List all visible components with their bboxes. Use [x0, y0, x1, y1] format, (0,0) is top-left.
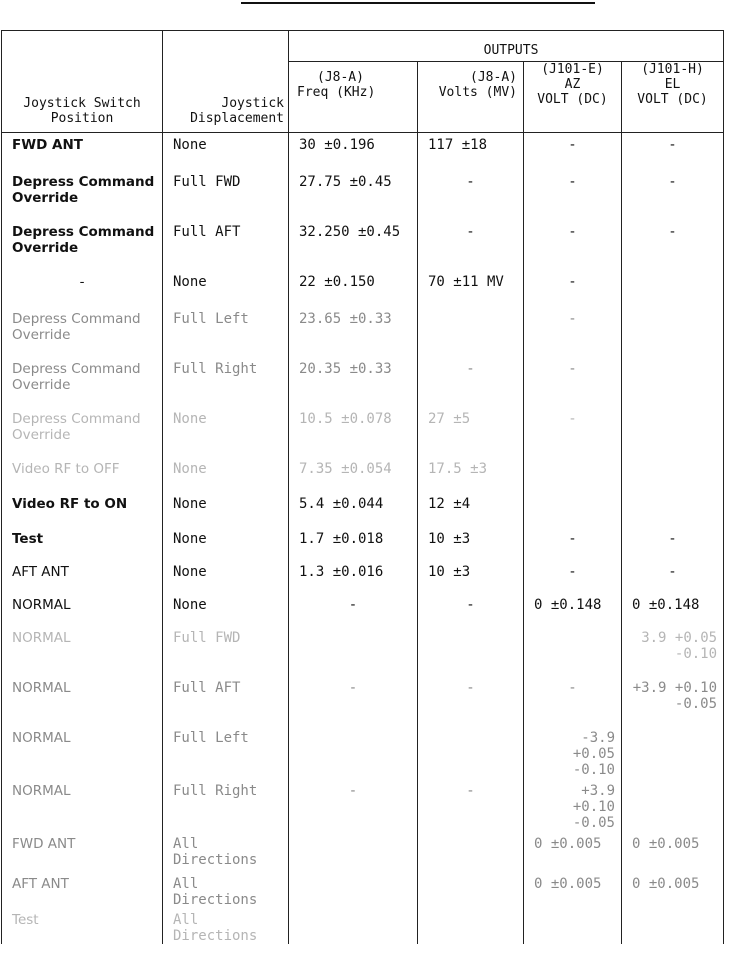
table-row [2, 170, 724, 220]
joystick-output-table [1, 30, 724, 944]
cell-volts [418, 307, 524, 357]
col-header-switch-line2: Position [50, 111, 114, 126]
cell-az-volt: 0 ±0.005 [524, 832, 622, 872]
cell-switch-position: Depress Command Override [2, 357, 163, 407]
cell-el-volt [622, 407, 724, 457]
col-header-switch-line1: Joystick Switch [23, 96, 141, 111]
cell-el-volt: 0 ±0.148 [622, 593, 724, 626]
cell-el-volt [622, 457, 724, 492]
cell-switch-position: Test [2, 527, 163, 560]
table-row [2, 357, 724, 407]
cell-el-volt: 0 ±0.005 [622, 832, 724, 872]
col-header-volts-line2: Volts (MV) [438, 85, 517, 100]
cell-switch-position: NORMAL [2, 676, 163, 726]
col-header-el-line3: VOLT (DC) [637, 92, 708, 107]
table-row [2, 220, 724, 270]
cell-az-volt: - [524, 527, 622, 560]
col-header-az-line3: VOLT (DC) [537, 92, 608, 107]
cell-displacement: Full Left [163, 307, 289, 357]
cell-az-volt: - [524, 220, 622, 270]
cell-switch-position: Depress Command Override [2, 407, 163, 457]
cell-volts: 10 ±3 [418, 527, 524, 560]
col-header-displacement-line1: Joystick [221, 96, 284, 111]
cell-az-volt: - [524, 170, 622, 220]
cell-volts: - [418, 779, 524, 832]
col-header-el-line1: (J101-H) [641, 62, 704, 77]
cell-freq: 23.65 ±0.33 [289, 307, 418, 357]
cell-el-volt: - [622, 133, 724, 170]
cell-az-volt: - [524, 357, 622, 407]
cell-el-volt: - [622, 527, 724, 560]
col-header-freq-line2: Freq (KHz) [297, 85, 376, 100]
cell-switch-position: NORMAL [2, 626, 163, 676]
table-row [2, 407, 724, 457]
cell-el-volt: - [622, 560, 724, 593]
cell-volts: - [418, 357, 524, 407]
table-row [2, 133, 724, 170]
cell-freq: - [289, 779, 418, 832]
cell-el-volt: 0 ±0.005 [622, 872, 724, 908]
cell-switch-position: Depress Command Override [2, 220, 163, 270]
cell-el-volt: 3.9 +0.05 -0.10 [622, 626, 724, 676]
cell-displacement: All Directions [163, 872, 289, 908]
col-header-volts [418, 62, 524, 133]
col-header-displacement-line2: Displacement [190, 111, 284, 126]
cell-displacement: All Directions [163, 832, 289, 872]
cell-freq: 7.35 ±0.054 [289, 457, 418, 492]
cell-switch-position: NORMAL [2, 726, 163, 779]
table-row [2, 492, 724, 527]
cell-displacement: All Directions [163, 908, 289, 944]
cell-volts [418, 872, 524, 908]
cell-volts: 10 ±3 [418, 560, 524, 593]
cell-volts: 12 ±4 [418, 492, 524, 527]
cell-freq: 5.4 ±0.044 [289, 492, 418, 527]
cell-freq: - [289, 676, 418, 726]
cell-freq: 1.7 ±0.018 [289, 527, 418, 560]
cell-el-volt [622, 779, 724, 832]
cell-switch-position: NORMAL [2, 779, 163, 832]
cell-displacement: None [163, 492, 289, 527]
cell-switch-position: FWD ANT [2, 832, 163, 872]
cell-el-volt [622, 908, 724, 944]
header-cell-blank-2 [163, 31, 289, 62]
header-cell-blank-1 [2, 31, 163, 62]
cell-volts: - [418, 676, 524, 726]
cell-volts: 17.5 ±3 [418, 457, 524, 492]
cell-switch-position: NORMAL [2, 593, 163, 626]
cell-displacement: Full FWD [163, 626, 289, 676]
cell-volts: - [418, 170, 524, 220]
cell-az-volt: 0 ±0.148 [524, 593, 622, 626]
cell-freq [289, 626, 418, 676]
cell-el-volt: +3.9 +0.10 -0.05 [622, 676, 724, 726]
col-header-el-line2: EL [664, 77, 681, 92]
table-body [2, 133, 724, 944]
cell-freq: 1.3 ±0.016 [289, 560, 418, 593]
cell-switch-position: Depress Command Override [2, 170, 163, 220]
table-row [2, 832, 724, 872]
cell-freq: 30 ±0.196 [289, 133, 418, 170]
col-header-switch-position [2, 62, 163, 133]
cell-displacement: Full Right [163, 357, 289, 407]
cell-displacement: Full Right [163, 779, 289, 832]
cell-el-volt: - [622, 170, 724, 220]
cell-volts: - [418, 593, 524, 626]
cell-volts [418, 626, 524, 676]
cell-volts: 27 ±5 [418, 407, 524, 457]
cell-switch-position: Video RF to OFF [2, 457, 163, 492]
cell-az-volt [524, 626, 622, 676]
table-row [2, 726, 724, 779]
cell-volts [418, 726, 524, 779]
cell-displacement: None [163, 457, 289, 492]
cell-switch-position: AFT ANT [2, 872, 163, 908]
table-row [2, 270, 724, 307]
cell-freq [289, 726, 418, 779]
cell-freq: 32.250 ±0.45 [289, 220, 418, 270]
cell-switch-position: Test [2, 908, 163, 944]
cell-volts: 117 ±18 [418, 133, 524, 170]
cell-az-volt: -3.9 +0.05 -0.10 [524, 726, 622, 779]
cell-switch-position: Depress Command Override [2, 307, 163, 357]
cell-az-volt: - [524, 307, 622, 357]
cell-displacement: None [163, 560, 289, 593]
cell-el-volt [622, 270, 724, 307]
cell-displacement: None [163, 593, 289, 626]
title-rule [241, 2, 595, 4]
cell-switch-position: AFT ANT [2, 560, 163, 593]
cell-freq: 20.35 ±0.33 [289, 357, 418, 407]
cell-displacement: Full Left [163, 726, 289, 779]
cell-az-volt: - [524, 407, 622, 457]
col-header-az [524, 62, 622, 133]
cell-az-volt: - [524, 133, 622, 170]
cell-switch-position: - [2, 270, 163, 307]
cell-freq: 10.5 ±0.078 [289, 407, 418, 457]
table-header-top [2, 31, 724, 62]
cell-displacement: None [163, 270, 289, 307]
table-row [2, 307, 724, 357]
cell-freq: - [289, 593, 418, 626]
table-row [2, 527, 724, 560]
table-row [2, 560, 724, 593]
table-header-sub [2, 62, 724, 133]
table-row [2, 457, 724, 492]
cell-az-volt [524, 492, 622, 527]
cell-switch-position: Video RF to ON [2, 492, 163, 527]
table-row [2, 676, 724, 726]
cell-az-volt: - [524, 560, 622, 593]
cell-volts [418, 908, 524, 944]
cell-displacement: Full FWD [163, 170, 289, 220]
cell-freq: 22 ±0.150 [289, 270, 418, 307]
cell-el-volt [622, 492, 724, 527]
table-row [2, 872, 724, 908]
cell-switch-position: FWD ANT [2, 133, 163, 170]
outputs-label: OUTPUTS [483, 43, 539, 58]
cell-volts: - [418, 220, 524, 270]
table-row [2, 779, 724, 832]
cell-freq: 27.75 ±0.45 [289, 170, 418, 220]
col-header-az-line2: AZ [564, 77, 581, 92]
cell-el-volt [622, 307, 724, 357]
outputs-header-cell [289, 31, 724, 62]
cell-displacement: Full AFT [163, 676, 289, 726]
table-row [2, 626, 724, 676]
col-header-freq [289, 62, 418, 133]
cell-az-volt: +3.9 +0.10 -0.05 [524, 779, 622, 832]
cell-az-volt: - [524, 270, 622, 307]
col-header-freq-line1: (J8-A) [317, 70, 364, 85]
cell-az-volt: - [524, 676, 622, 726]
cell-volts [418, 832, 524, 872]
cell-az-volt [524, 457, 622, 492]
cell-freq [289, 908, 418, 944]
cell-displacement: None [163, 407, 289, 457]
cell-el-volt [622, 357, 724, 407]
cell-el-volt: - [622, 220, 724, 270]
cell-freq [289, 832, 418, 872]
cell-displacement: None [163, 133, 289, 170]
col-header-volts-line1: (J8-A) [470, 70, 517, 85]
cell-displacement: Full AFT [163, 220, 289, 270]
col-header-displacement [163, 62, 289, 133]
cell-az-volt: 0 ±0.005 [524, 872, 622, 908]
col-header-az-line1: (J101-E) [541, 62, 604, 77]
table-row [2, 908, 724, 944]
cell-el-volt [622, 726, 724, 779]
cell-displacement: None [163, 527, 289, 560]
cell-az-volt [524, 908, 622, 944]
col-header-el [622, 62, 724, 133]
cell-freq [289, 872, 418, 908]
table-row [2, 593, 724, 626]
cell-volts: 70 ±11 MV [418, 270, 524, 307]
